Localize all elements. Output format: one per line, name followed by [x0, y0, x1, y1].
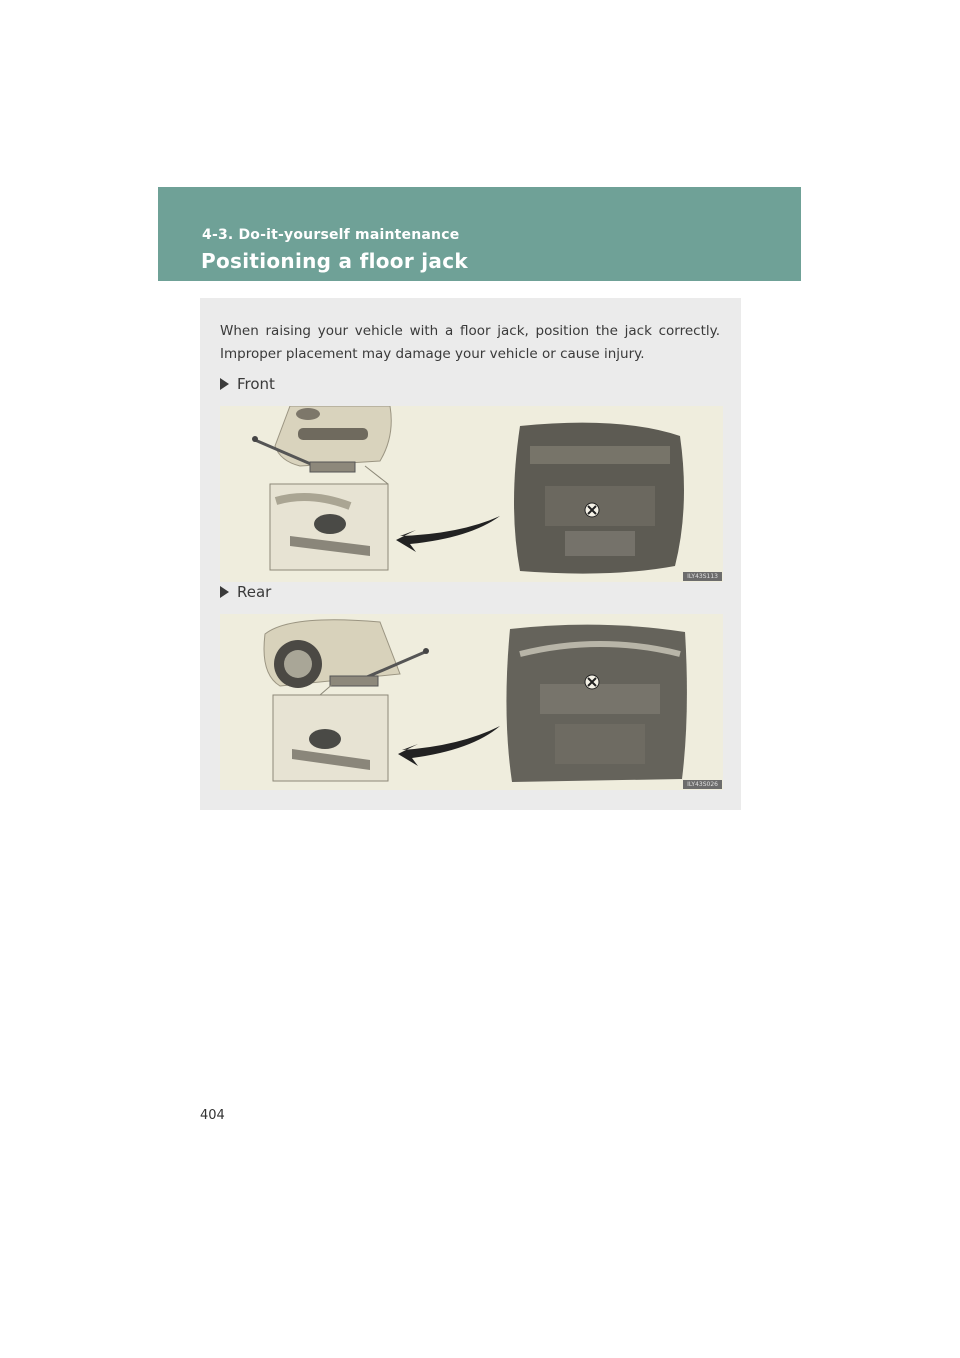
triangle-bullet-icon: [220, 378, 229, 390]
page-number: 404: [200, 1108, 225, 1123]
rear-figure-code: ILY43S026: [683, 780, 722, 789]
content-box: [200, 298, 741, 810]
front-jack-illustration: [220, 406, 723, 582]
header-band: [158, 187, 801, 281]
front-label: Front: [237, 375, 275, 393]
front-jack-drawing: [220, 406, 723, 582]
rear-jack-drawing: [220, 614, 723, 790]
intro-text: When raising your vehicle with a floor jack, position the jack correctly. Improper placement may damage your vehicle or cause injury.: [220, 323, 720, 362]
rear-subheading: [220, 583, 271, 601]
rear-label: Rear: [237, 583, 272, 601]
rear-jack-illustration: [220, 614, 723, 790]
section-label: 4-3. Do-it-yourself maintenance: [202, 227, 460, 243]
front-figure-code: ILY43S113: [683, 572, 722, 581]
page-title: Positioning a floor jack: [201, 249, 468, 273]
triangle-bullet-icon: [220, 586, 229, 598]
front-subheading: [220, 375, 275, 393]
